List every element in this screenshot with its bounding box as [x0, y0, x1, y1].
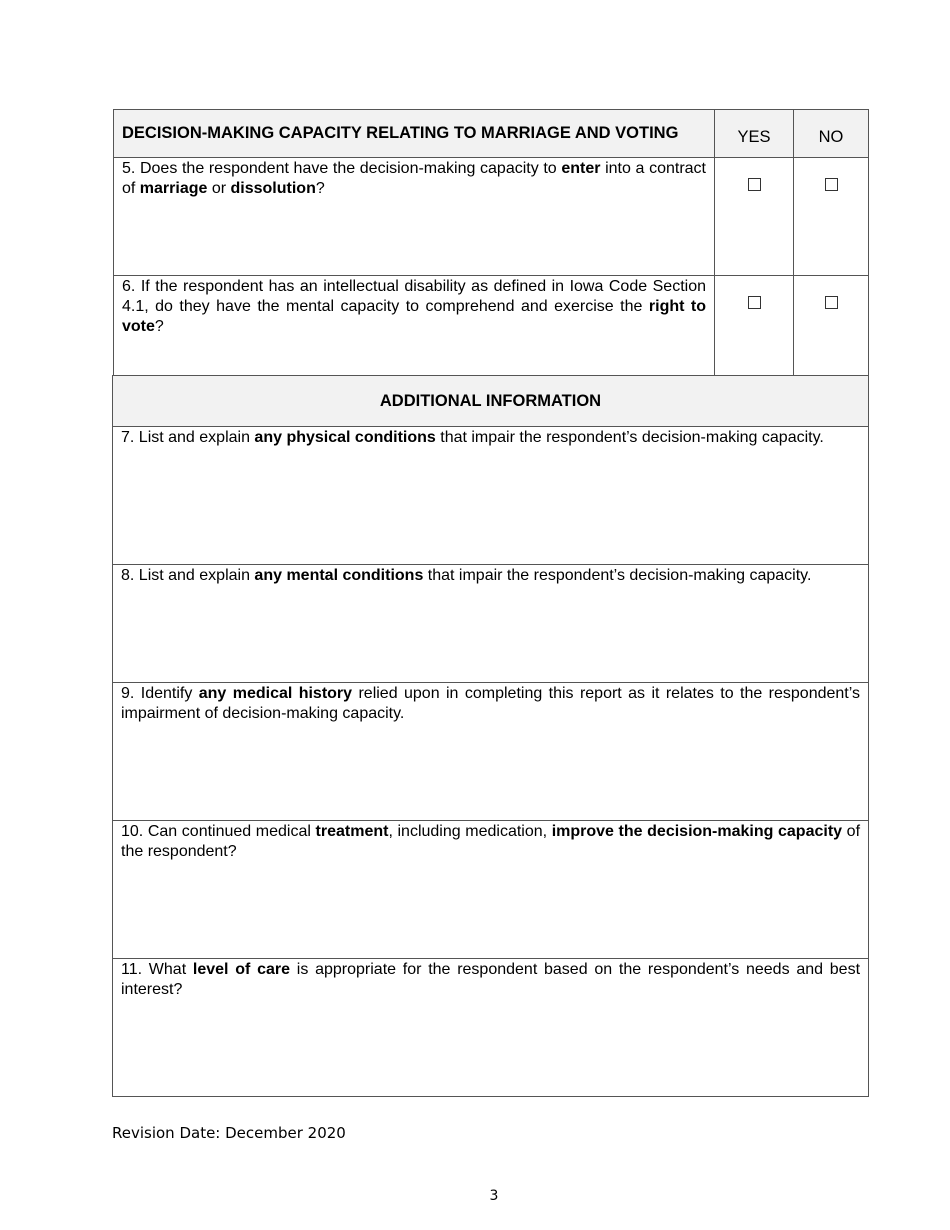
- question-5: 5. Does the respondent have the decision-making capacity to enter into a contract of marriage or dissolution?: [114, 158, 715, 276]
- question-7[interactable]: 7. List and explain any physical conditions that impair the respondent’s decision-making capacity.: [113, 427, 869, 565]
- question-8[interactable]: 8. List and explain any mental conditions that impair the respondent’s decision-making capacity.: [113, 565, 869, 683]
- question-10[interactable]: 10. Can continued medical treatment, including medication, improve the decision-making capacity of the respondent?: [113, 821, 869, 959]
- revision-date: Revision Date: December 2020: [112, 1124, 346, 1142]
- q5-yes-checkbox[interactable]: [748, 178, 761, 191]
- question-9[interactable]: 9. Identify any medical history relied upon in completing this report as it relates to the respondent’s impairment of decision-making capacity.: [113, 683, 869, 821]
- yes-column-header: YES: [715, 110, 794, 158]
- capacity-marriage-voting-table: [113, 109, 869, 394]
- q6-no-checkbox[interactable]: [825, 296, 838, 309]
- no-column-header: NO: [794, 110, 869, 158]
- additional-information-table: [112, 375, 869, 1097]
- table2-title: ADDITIONAL INFORMATION: [113, 376, 869, 427]
- question-6: 6. If the respondent has an intellectual disability as defined in Iowa Code Section 4.1, do they have the mental capacity to comprehend and exercise the right to vote?: [114, 276, 715, 394]
- q6-yes-checkbox[interactable]: [748, 296, 761, 309]
- page-number: 3: [489, 1188, 499, 1204]
- q5-no-checkbox[interactable]: [825, 178, 838, 191]
- table1-title: DECISION-MAKING CAPACITY RELATING TO MARRIAGE AND VOTING: [114, 110, 715, 158]
- question-11[interactable]: 11. What level of care is appropriate for the respondent based on the respondent’s needs and best interest?: [113, 959, 869, 1097]
